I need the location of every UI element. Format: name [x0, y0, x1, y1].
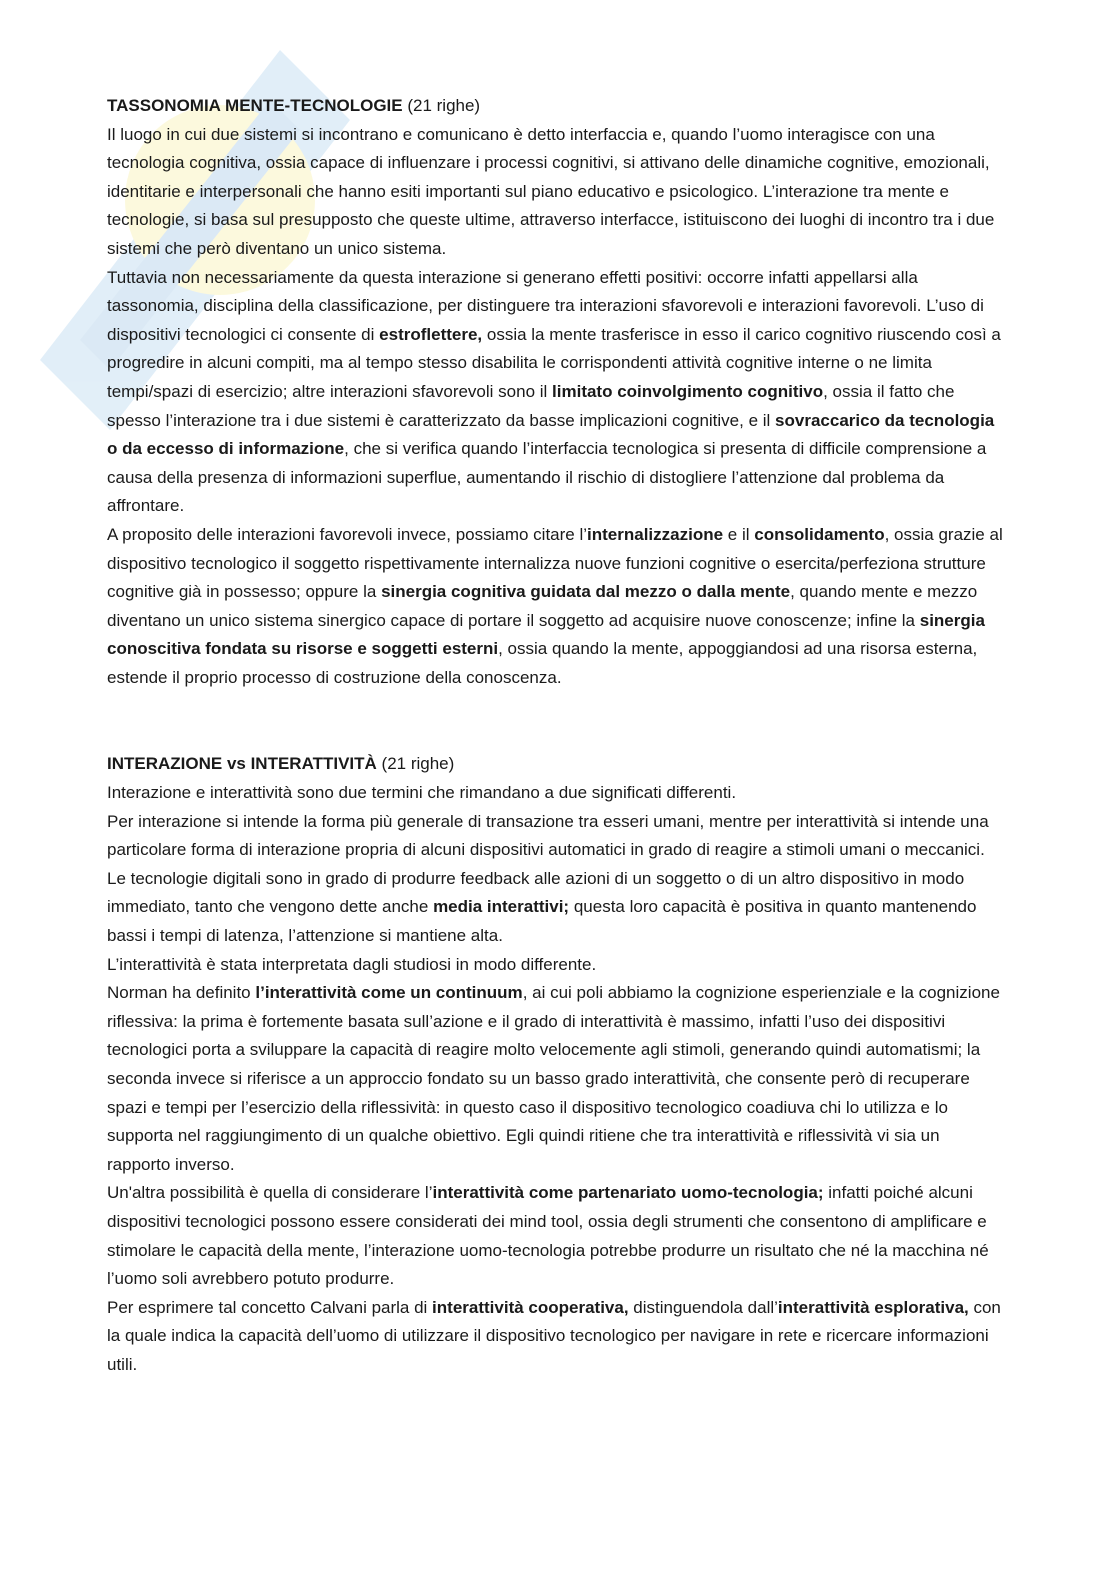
paragraph — [107, 521, 1007, 693]
paragraph — [107, 264, 1007, 521]
text-run: Per esprimere tal concetto Calvani parla di — [107, 1297, 433, 1317]
bold-term: sinergia conoscitiva fondata su risorse e soggetti esterni — [107, 610, 985, 659]
text-run: , ossia grazie al dispositivo tecnologico il soggetto rispettivamente internalizza nuove funzioni cognitive o esercita/perfeziona strutture cognitive già in possesso; oppure la — [107, 524, 1003, 602]
bold-term: sovraccarico da tecnologia o da eccesso di informazione — [107, 410, 995, 459]
text-run: e il — [723, 524, 755, 544]
paragraph — [107, 1294, 1007, 1380]
bold-term: estroflettere, — [379, 324, 483, 344]
text-run: , ossia quando la mente, appoggiandosi ad una risorsa esterna, estende il proprio processo di costruzione della conoscenza. — [107, 639, 978, 687]
bold-term: media interattivi; — [433, 897, 570, 917]
text-run: distinguendola dall’ — [628, 1297, 778, 1317]
text-run: Norman ha definito — [107, 983, 256, 1003]
text-run: L’interattività è stata interpretata dagli studiosi in modo differente. — [107, 954, 597, 974]
paragraph — [107, 951, 1007, 980]
text-run: Il luogo in cui due sistemi si incontrano e comunicano è detto interfaccia e, quando l’uomo interagisce con una tecnologia cognitiva, ossia capace di influenzare i processi cognitivi, si attivano delle dinamiche cognitive, emozionali, identitarie e interpersonali che hanno esiti importanti sul piano educativo e psicologico. L’interazione tra mente e tecnologie, si basa sul presupposto che queste ultime, attraverso interfacce, istituiscono dei luoghi di incontro tra i due sistemi che però diventano un unico sistema. — [107, 124, 995, 258]
text-run: , che si verifica quando l’interfaccia tecnologica si presenta di difficile comprensione a causa della presenza di informazioni superflue, aumentando il rischio di distogliere l’attenzione dal problema da affrontare. — [107, 439, 987, 516]
bold-term: sinergia cognitiva guidata dal mezzo o dalla mente — [381, 582, 791, 602]
paragraph — [107, 979, 1007, 1179]
bold-term: limitato coinvolgimento cognitivo — [552, 381, 824, 401]
text-run: , quando mente e mezzo diventano un unico sistema sinergico capace di portare il soggetto ad acquisire nuove conoscenze; infine la — [107, 582, 978, 630]
text-run: A proposito delle interazioni favorevoli invece, possiamo citare l’ — [107, 524, 588, 544]
bold-term: interattività esplorativa, — [777, 1297, 969, 1317]
section-note: (21 righe) — [376, 754, 455, 774]
bold-term: l’interattività come un continuum — [255, 983, 523, 1003]
text-run: Per interazione si intende la forma più generale di transazione tra esseri umani, mentre per interattività si intende una particolare forma di interazione propria di alcuni dispositivi automatici in grado di reagire a stimoli umani o meccanici. Le tecnologie digitali sono in grado di produrre feedback alle azioni di un soggetto o di un altro dispositivo in modo immediato, tanto che vengono dette anche — [107, 811, 989, 917]
document-page — [107, 92, 1007, 1380]
section-note: (21 righe) — [402, 96, 481, 115]
bold-term: internalizzazione — [587, 524, 724, 544]
paragraph — [107, 808, 1007, 951]
text-run: Interazione e interattività sono due termini che rimandano a due significati differenti. — [107, 783, 737, 803]
text-run: con la quale indica la capacità dell’uomo di utilizzare il dispositivo tecnologico per navigare in rete e ricercare informazioni utili. — [107, 1297, 1001, 1374]
section-title: INTERAZIONE vs INTERATTIVITÀ — [107, 754, 377, 774]
text-run: , ossia il fatto che spesso l’interazione tra i due sistemi è caratterizzato da basse implicazioni cognitive, e il — [107, 381, 955, 430]
text-run: ossia la mente trasferisce in esso il carico cognitivo riuscendo così a progredire in alcuni compiti, ma al tempo stesso disabilita le corrispondenti attività cognitive interne o ne limita tempi/spazi di esercizio; altre interazioni sfavorevoli sono il — [107, 324, 1001, 401]
bold-term: interattività cooperativa, — [432, 1297, 629, 1317]
section-2 — [107, 750, 1007, 1379]
section-heading — [107, 92, 1007, 121]
text-run: questa loro capacità è positiva in quanto mantenendo bassi i tempi di latenza, l’attenzione si mantiene alta. — [107, 897, 977, 946]
text-run: infatti poiché alcuni dispositivi tecnologici possono essere considerati dei mind tool, ossia degli strumenti che consentono di amplificare e stimolare le capacità della mente, l’interazione uomo-tecnologia potrebbe produrre un risultato che né la macchina né l’uomo soli avrebbero potuto produrre. — [107, 1183, 989, 1289]
section-heading — [107, 750, 1007, 779]
text-run: Tuttavia non necessariamente da questa interazione si generano effetti positivi: occorre infatti appellarsi alla tassonomia, disciplina della classificazione, per distinguere tra interazioni sfavorevoli e interazioni favorevoli. L’uso di dispositivi tecnologici ci consente di — [107, 267, 984, 344]
section-1 — [107, 92, 1007, 692]
bold-term: consolidamento — [754, 524, 885, 544]
section-title: TASSONOMIA MENTE-TECNOLOGIE — [107, 96, 403, 115]
bold-term: interattività come partenariato uomo-tecnologia; — [432, 1183, 824, 1203]
text-run: , ai cui poli abbiamo la cognizione esperienziale e la cognizione riflessiva: la prima è fortemente basata sull’azione e il grado di interattività è massimo, infatti l’uso dei dispositivi tecnologici porta a sviluppare la capacità di reagire molto velocemente agli stimoli, generando quindi automatismi; la seconda invece si riferisce a un approccio fondato su un basso grado interattività, che consente però di recuperare spazi e tempi per l’esercizio della riflessività: in questo caso il dispositivo tecnologico coadiuva chi lo utilizza e lo supporta nel raggiungimento di un qualche obiettivo. Egli quindi ritiene che tra interattività e riflessività vi sia un rapporto inverso. — [107, 983, 1000, 1174]
paragraph — [107, 1179, 1007, 1293]
text-run: Un'altra possibilità è quella di considerare l’ — [107, 1183, 433, 1203]
paragraph — [107, 779, 1007, 808]
paragraph — [107, 121, 1007, 264]
